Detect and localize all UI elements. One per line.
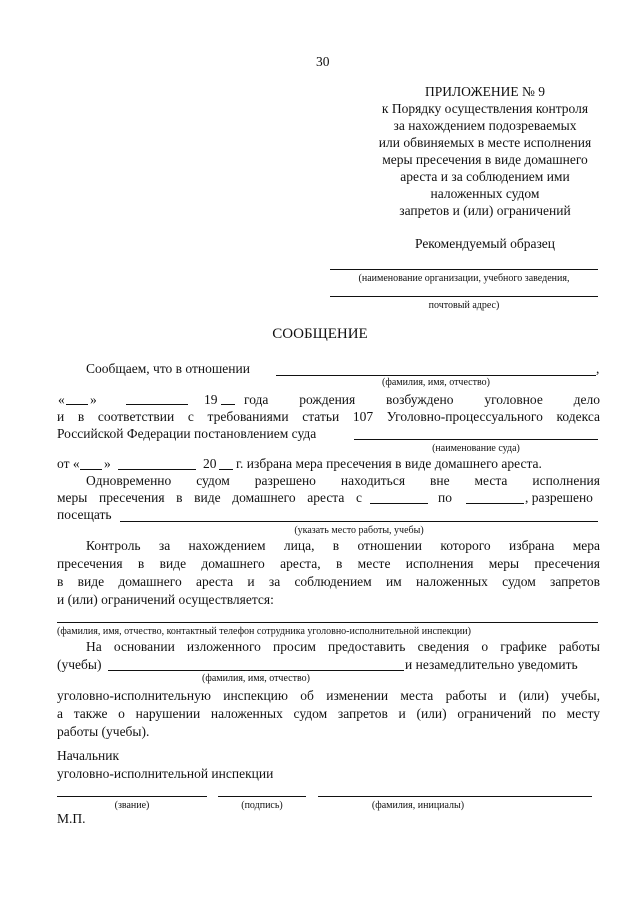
page-number: 30 [316, 54, 330, 69]
body-text: Российской Федерации постановлением суда [57, 426, 317, 441]
body-text: и в соответствии с требованиями статьи 107 Уголовно-процессуального кодекса [57, 409, 600, 424]
caption-court: (наименование суда) [432, 443, 520, 454]
body-text: посещать [57, 507, 112, 522]
caption-rank: (звание) [114, 800, 150, 811]
year-line[interactable] [221, 404, 235, 405]
caption-signature: (подпись) [241, 800, 283, 811]
caption-fio: (фамилия, имя, отчество) [202, 673, 310, 684]
appendix-line: меры пресечения в виде домашнего [382, 152, 588, 167]
name-initials-line[interactable] [318, 796, 592, 797]
court-name-line[interactable] [354, 439, 598, 440]
year-prefix: 19 [204, 392, 218, 407]
body-text: по [438, 490, 452, 505]
comma: , [596, 361, 600, 376]
org-caption: (наименование организации, учебного заведения, [358, 273, 570, 284]
word: года [244, 392, 269, 407]
person-name-line[interactable] [108, 670, 404, 671]
workplace-line[interactable] [120, 521, 598, 522]
body-text: и (или) ограничений осуществляется: [57, 592, 274, 607]
signatory-title: уголовно-исполнительной инспекции [57, 766, 274, 781]
caption-work: (указать место работы, учебы) [294, 525, 424, 536]
word: уголовное [484, 392, 543, 407]
body-text: меры пресечения в виде домашнего ареста с [57, 490, 362, 505]
body-text: пресечения в виде домашнего ареста, в месте исполнения меры пресечения [57, 556, 600, 571]
word: возбуждено [386, 392, 454, 407]
quote-close: » [90, 392, 97, 407]
caption-fio: (фамилия, имя, отчество) [382, 377, 490, 388]
day-line[interactable] [80, 469, 102, 470]
body-text: и незамедлительно уведомить [405, 657, 578, 672]
body-text: Одновременно судом разрешено находиться вне места исполнения [86, 473, 600, 488]
body-text: г. избрана мера пресечения в виде домашнего ареста. [236, 456, 542, 471]
body-text: уголовно-исполнительную инспекцию об изменении места работы и (или) учебы, [57, 688, 600, 703]
body-text: Контроль за нахождением лица, в отношении которого избрана мера [86, 538, 600, 553]
word: дело [573, 392, 600, 407]
address-caption: почтовый адрес) [428, 300, 500, 311]
signature-line[interactable] [218, 796, 306, 797]
body-text [244, 392, 600, 408]
document-title: СООБЩЕНИЕ [272, 326, 368, 342]
inspector-line[interactable] [57, 622, 598, 623]
appendix-line: к Порядку осуществления контроля [381, 101, 589, 116]
quote-open: « [58, 392, 65, 407]
appendix-line: запретов и (или) ограничений [399, 203, 571, 218]
body-text: (учебы) [57, 657, 102, 672]
word: рождения [299, 392, 356, 407]
subject-name-line[interactable] [276, 375, 596, 376]
signatory-title: Начальник [57, 748, 120, 763]
body-text: а также о нарушении наложенных судом запретов и (или) ограничений по месту [57, 706, 600, 721]
year-line[interactable] [219, 469, 233, 470]
body-text: Сообщаем, что в отношении [86, 361, 250, 376]
body-text: в виде домашнего ареста и за соблюдением им наложенных судом запретов [57, 574, 600, 589]
rank-line[interactable] [57, 796, 207, 797]
month-line[interactable] [118, 469, 196, 470]
body-text: работы (учебы). [57, 724, 150, 739]
month-line[interactable] [126, 404, 188, 405]
stamp-place: М.П. [57, 811, 86, 826]
appendix-line: ареста и за соблюдением ими [400, 169, 570, 184]
caption-inspector: (фамилия, имя, отчество, контактный телефон сотрудника уголовно-исполнительной инспекции) [57, 626, 471, 637]
appendix-line: за нахождением подозреваемых [393, 118, 577, 133]
sample-label: Рекомендуемый образец [414, 236, 555, 251]
quote-close: » [104, 456, 111, 471]
appendix-line: наложенных судом [430, 186, 540, 201]
appendix-line: или обвиняемых в месте исполнения [378, 135, 592, 150]
body-text: , разрешено [525, 490, 593, 505]
address-line[interactable] [330, 296, 598, 297]
year-prefix: 20 [203, 456, 217, 471]
date-from-line[interactable] [370, 503, 428, 504]
date-to-line[interactable] [466, 503, 524, 504]
appendix-title: ПРИЛОЖЕНИЕ № 9 [424, 84, 546, 99]
caption-name: (фамилия, инициалы) [371, 800, 465, 811]
day-line[interactable] [66, 404, 88, 405]
from-label: от « [57, 456, 80, 471]
body-text: На основании изложенного просим предоставить сведения о графике работы [86, 639, 600, 654]
org-name-line[interactable] [330, 269, 598, 270]
